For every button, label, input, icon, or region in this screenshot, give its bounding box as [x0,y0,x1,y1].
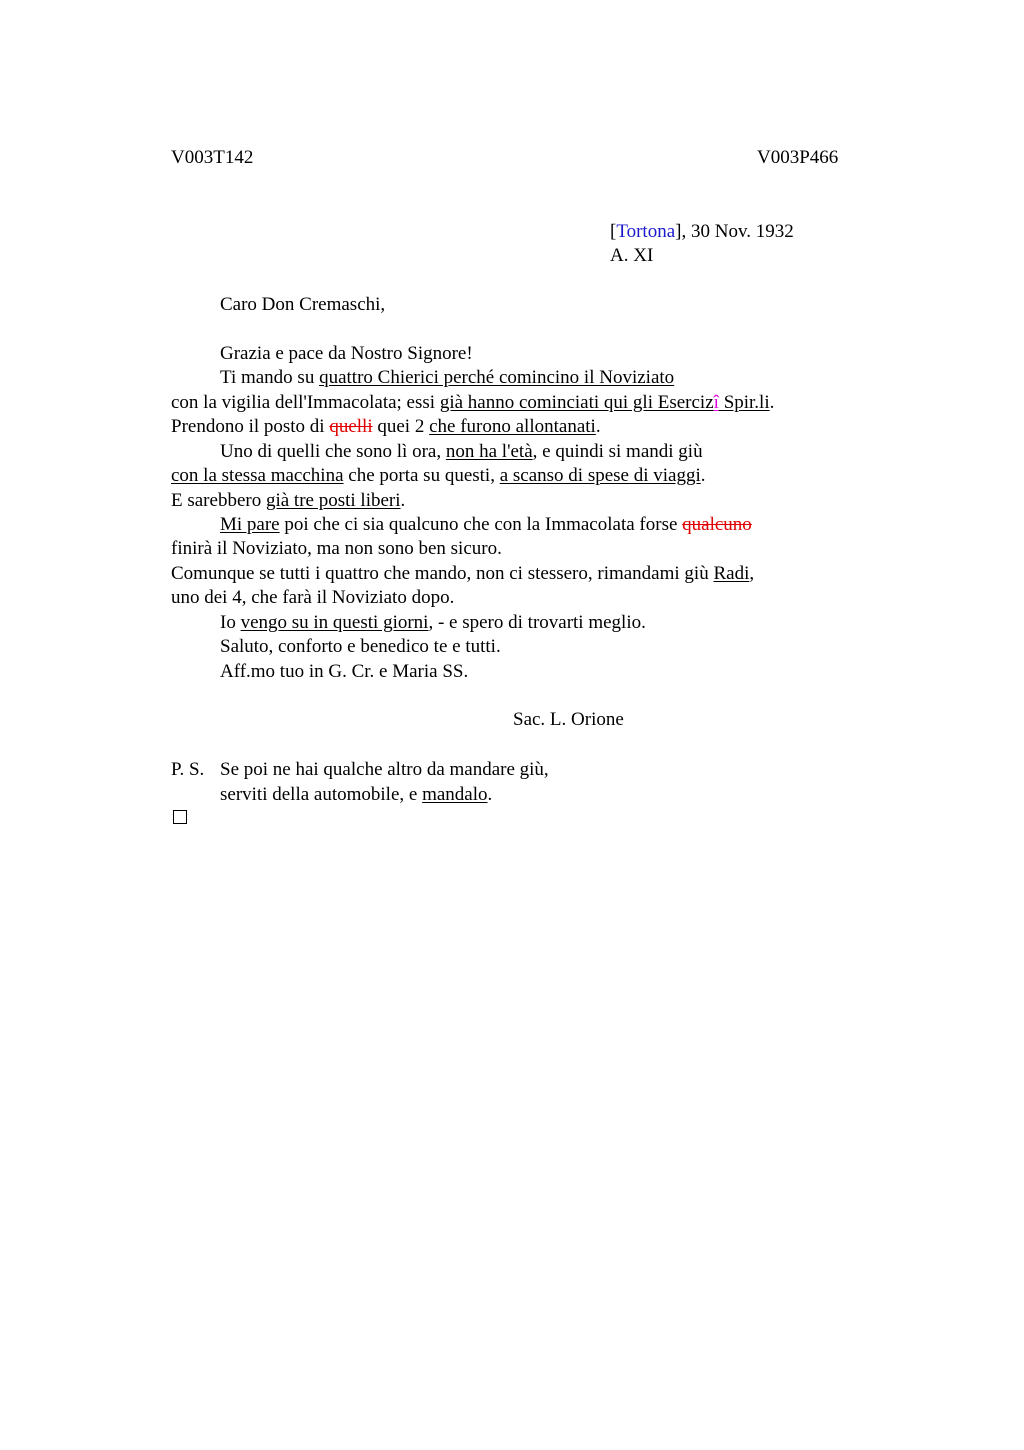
text-span: . [400,490,406,511]
text-span: Comunque se tutti i quattro che mando, non ci stessero, rimandami giù [171,563,714,584]
body-line-14: Aff.mo tuo in G. Cr. e Maria SS. [220,661,469,682]
underlined-text: che furono allontanati [429,416,596,437]
signature: Sac. L. Orione [513,709,624,730]
text-span: Io [220,612,241,633]
editorial-mark: î [713,392,719,413]
text-span: serviti della automobile, e [220,784,423,805]
underlined-text: a scanso di spese di viaggi [499,465,701,486]
dateline-place: Tortona [616,221,676,242]
body-line-8 [220,513,752,537]
underlined-text: quattro Chierici perché comincino il Noviziato [319,367,675,388]
underlined-text: mandalo [422,784,488,805]
underlined-text: Radi [713,563,750,584]
dateline-date: ], 30 Nov. 1932 [675,221,794,242]
postscript-line-1: Se poi ne hai qualche altro da mandare giù, [220,759,549,780]
text-span: Uno di quelli che sono lì ora, [220,441,446,462]
text-span: , [749,563,755,584]
salutation: Caro Don Cremaschi, [220,294,386,315]
text-span: , e quindi si mandi giù [532,441,703,462]
text-span: E sarebbero [171,490,266,511]
body-line-7 [171,489,405,513]
text-span: . [595,416,601,437]
body-line-9: finirà il Noviziato, ma non sono ben sicuro. [171,538,502,559]
underlined-text: con la stessa macchina [171,465,344,486]
underlined-text: Mi pare [220,514,280,535]
document-code-left: V003T142 [171,147,254,168]
underlined-text: non ha l'età [445,441,533,462]
body-line-4 [171,415,601,439]
underlined-text: Spir.li [718,392,770,413]
body-line-12 [220,611,646,635]
body-line-1: Grazia e pace da Nostro Signore! [220,343,473,364]
text-span: , - e spero di trovarti meglio. [428,612,646,633]
deleted-text: quelli [329,416,373,437]
body-line-13: Saluto, conforto e benedico te e tutti. [220,636,501,657]
text-span: . [487,784,493,805]
text-span: . [769,392,775,413]
end-marker-box-icon [173,810,187,824]
text-span: Ti mando su [220,367,320,388]
postscript-label: P. S. [171,759,205,780]
dateline-bracket: [ [610,221,617,242]
text-span: poi che ci sia qualcuno che con la Immacolata forse [279,514,683,535]
body-line-10 [171,562,754,586]
postscript-line-2 [220,783,492,807]
dateline-era: A. XI [610,245,654,266]
deleted-text: qualcuno [682,514,752,535]
body-line-3 [171,391,774,415]
dateline [610,220,794,244]
text-span: che porta su questi, [343,465,500,486]
text-span: con la vigilia dell'Immacolata; essi [171,392,440,413]
body-line-11: uno dei 4, che farà il Noviziato dopo. [171,587,455,608]
text-span: quei 2 [372,416,430,437]
body-line-6 [171,464,706,488]
body-line-5 [220,440,703,464]
text-span: . [700,465,706,486]
body-line-2 [220,366,674,390]
underlined-text: già tre posti liberi [265,490,401,511]
underlined-text: vengo su in questi giorni [240,612,429,633]
document-code-right: V003P466 [757,147,839,168]
underlined-text: già hanno cominciati qui gli Eserciz [439,392,714,413]
text-span: Prendono il posto di [171,416,330,437]
